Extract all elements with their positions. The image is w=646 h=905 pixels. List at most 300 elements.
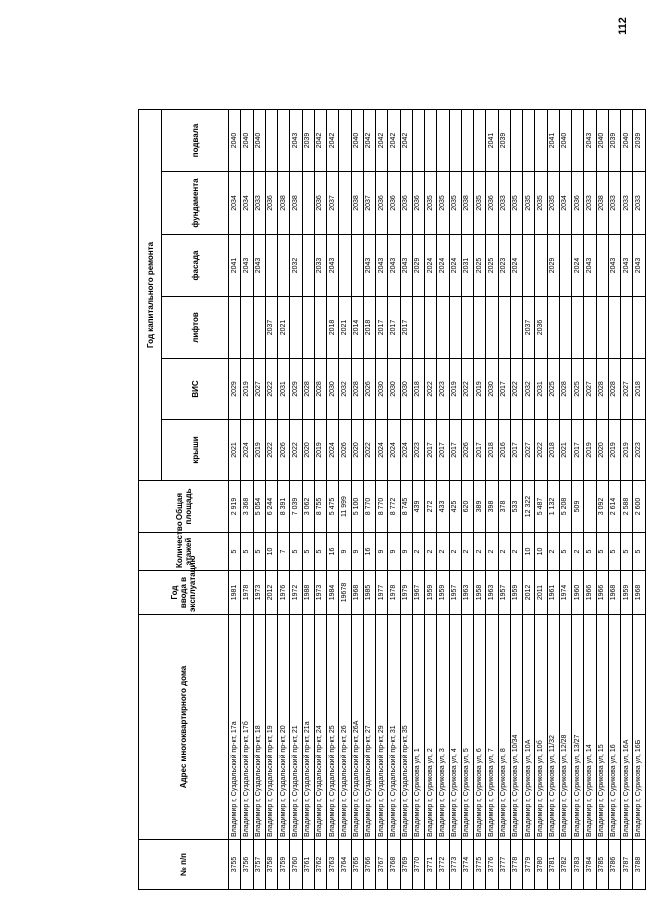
- cell-num: 3782: [559, 840, 571, 890]
- cell-roof: 2017: [572, 420, 584, 481]
- cell-facade: 2043: [400, 235, 412, 297]
- cell-num: 3776: [486, 840, 498, 890]
- cell-foundation: 2033: [633, 172, 646, 235]
- cell-floors: 7: [278, 533, 290, 571]
- cell-vis: 2025: [547, 359, 559, 420]
- cell-year: 1973: [253, 571, 265, 615]
- cell-area: 8 755: [314, 481, 326, 533]
- cell-foundation: 2037: [363, 172, 375, 235]
- cell-year: 1974: [559, 571, 571, 615]
- cell-basement: 2040: [229, 109, 241, 171]
- cell-floors: 5: [621, 533, 633, 571]
- cell-area: 3 368: [241, 481, 253, 533]
- cell-floors: 10: [265, 533, 277, 571]
- cell-foundation: 2036: [388, 172, 400, 235]
- header-area: Общая площадь: [139, 481, 229, 533]
- cell-basement: 2042: [327, 109, 339, 171]
- cell-year: 1973: [314, 571, 326, 615]
- cell-vis: 2028: [608, 359, 620, 420]
- header-vis: ВИС: [162, 359, 229, 420]
- cell-num: 3784: [584, 840, 596, 890]
- cell-area: 6 244: [265, 481, 277, 533]
- cell-elevators: [608, 297, 620, 359]
- table-row: [351, 109, 363, 889]
- cell-vis: 2026: [363, 359, 375, 420]
- cell-address: Владимир г, Суздальский пр-кт, 21: [290, 615, 302, 840]
- table-row: [302, 109, 314, 889]
- cell-year: 1977: [376, 571, 388, 615]
- cell-year: 1963: [461, 571, 473, 615]
- cell-vis: 2028: [596, 359, 608, 420]
- cell-floors: 16: [327, 533, 339, 571]
- cell-area: 509: [572, 481, 584, 533]
- table-row: [412, 109, 424, 889]
- cell-num: 3772: [437, 840, 449, 890]
- cell-year: 1979: [400, 571, 412, 615]
- cell-roof: 2023: [412, 420, 424, 481]
- cell-year: 1958: [474, 571, 486, 615]
- cell-address: Владимир г, Сурикова ул, 3: [437, 615, 449, 840]
- cell-foundation: 2033: [621, 172, 633, 235]
- cell-year: 1960: [572, 571, 584, 615]
- cell-vis: 2019: [241, 359, 253, 420]
- table-row: [523, 109, 535, 889]
- cell-num: 3773: [449, 840, 461, 890]
- cell-roof: 2017: [425, 420, 437, 481]
- cell-roof: 2017: [474, 420, 486, 481]
- cell-num: 3761: [302, 840, 314, 890]
- cell-vis: 2028: [314, 359, 326, 420]
- cell-area: 2 614: [608, 481, 620, 533]
- cell-address: Владимир г, Сурикова ул, 12/28: [559, 615, 571, 840]
- cell-vis: 2027: [253, 359, 265, 420]
- cell-elevators: [547, 297, 559, 359]
- cell-elevators: [510, 297, 522, 359]
- cell-floors: 5: [608, 533, 620, 571]
- cell-roof: 2016: [498, 420, 510, 481]
- cell-vis: 2018: [412, 359, 424, 420]
- cell-vis: 2028: [559, 359, 571, 420]
- cell-area: 398: [486, 481, 498, 533]
- cell-foundation: 2035: [449, 172, 461, 235]
- cell-vis: 2029: [229, 359, 241, 420]
- cell-address: Владимир г, Суздальский пр-кт, 29: [376, 615, 388, 840]
- cell-num: 3756: [241, 840, 253, 890]
- cell-floors: 16: [363, 533, 375, 571]
- cell-year: 2012: [265, 571, 277, 615]
- cell-foundation: 2038: [278, 172, 290, 235]
- cell-elevators: [412, 297, 424, 359]
- cell-year: 1959: [621, 571, 633, 615]
- cell-facade: [265, 235, 277, 297]
- cell-num: 3769: [400, 840, 412, 890]
- cell-facade: 2043: [388, 235, 400, 297]
- cell-facade: 2025: [486, 235, 498, 297]
- cell-basement: 2041: [486, 109, 498, 171]
- cell-basement: [425, 109, 437, 171]
- cell-basement: 2042: [363, 109, 375, 171]
- cell-elevators: 2017: [376, 297, 388, 359]
- cell-vis: 2030: [388, 359, 400, 420]
- cell-facade: 2043: [327, 235, 339, 297]
- cell-elevators: 2021: [278, 297, 290, 359]
- header-roof: крыши: [162, 420, 229, 481]
- cell-foundation: 2038: [351, 172, 363, 235]
- cell-roof: 2021: [559, 420, 571, 481]
- cell-roof: 2019: [621, 420, 633, 481]
- cell-area: 12 322: [523, 481, 535, 533]
- cell-floors: 2: [412, 533, 424, 571]
- cell-num: 3768: [388, 840, 400, 890]
- cell-facade: 2024: [572, 235, 584, 297]
- cell-vis: 2030: [327, 359, 339, 420]
- cell-year: 1966: [596, 571, 608, 615]
- cell-basement: [265, 109, 277, 171]
- cell-area: 5 487: [535, 481, 547, 533]
- cell-area: 2 919: [229, 481, 241, 533]
- cell-facade: 2023: [498, 235, 510, 297]
- cell-foundation: 2033: [498, 172, 510, 235]
- cell-roof: 2020: [351, 420, 363, 481]
- cell-year: 1981: [229, 571, 241, 615]
- cell-address: Владимир г, Суздальский пр-кт, 26А: [351, 615, 363, 840]
- table-row: [461, 109, 473, 889]
- table-row: [229, 109, 241, 889]
- cell-num: 3767: [376, 840, 388, 890]
- cell-area: 3 062: [302, 481, 314, 533]
- cell-year: 1984: [327, 571, 339, 615]
- cell-area: 5 054: [253, 481, 265, 533]
- cell-facade: [523, 235, 535, 297]
- cell-floors: 5: [302, 533, 314, 571]
- cell-foundation: 2037: [327, 172, 339, 235]
- cell-facade: 2024: [425, 235, 437, 297]
- cell-num: 3763: [327, 840, 339, 890]
- cell-address: Владимир г, Сурикова ул, 14: [584, 615, 596, 840]
- cell-year: 1976: [278, 571, 290, 615]
- cell-foundation: 2038: [290, 172, 302, 235]
- cell-floors: 5: [253, 533, 265, 571]
- cell-address: Владимир г, Сурикова ул, 13/27: [572, 615, 584, 840]
- cell-floors: 2: [510, 533, 522, 571]
- cell-area: 5 100: [351, 481, 363, 533]
- cell-foundation: [302, 172, 314, 235]
- table-row: [596, 109, 608, 889]
- cell-facade: 2029: [547, 235, 559, 297]
- cell-foundation: 2036: [314, 172, 326, 235]
- cell-year: 1968: [633, 571, 646, 615]
- cell-facade: 2024: [449, 235, 461, 297]
- cell-basement: 2039: [608, 109, 620, 171]
- cell-elevators: [621, 297, 633, 359]
- cell-facade: 2031: [461, 235, 473, 297]
- cell-facade: 2043: [363, 235, 375, 297]
- cell-foundation: 2036: [412, 172, 424, 235]
- cell-area: 2 588: [621, 481, 633, 533]
- cell-year: 1961: [547, 571, 559, 615]
- cell-facade: 2029: [412, 235, 424, 297]
- table-row: [608, 109, 620, 889]
- cell-facade: 2043: [241, 235, 253, 297]
- cell-num: 3758: [265, 840, 277, 890]
- cell-foundation: 2036: [486, 172, 498, 235]
- cell-address: Владимир г, Сурикова ул, 7: [486, 615, 498, 840]
- cell-floors: 5: [241, 533, 253, 571]
- cell-basement: 2043: [290, 109, 302, 171]
- table-row: [633, 109, 646, 889]
- table-row: [400, 109, 412, 889]
- table-row: [265, 109, 277, 889]
- cell-vis: 2022: [265, 359, 277, 420]
- cell-basement: 2039: [633, 109, 646, 171]
- cell-foundation: 2036: [265, 172, 277, 235]
- cell-floors: 5: [314, 533, 326, 571]
- table-row: [474, 109, 486, 889]
- cell-year: 1967: [412, 571, 424, 615]
- cell-floors: 2: [572, 533, 584, 571]
- cell-year: 1968: [608, 571, 620, 615]
- cell-vis: 2017: [498, 359, 510, 420]
- cell-roof: 2020: [302, 420, 314, 481]
- cell-foundation: 2033: [253, 172, 265, 235]
- header-num: № п/п: [139, 840, 229, 890]
- header-year-built: Год ввода в эксплуатацию: [139, 571, 229, 615]
- cell-facade: 2024: [437, 235, 449, 297]
- cell-foundation: 2033: [584, 172, 596, 235]
- cell-elevators: [425, 297, 437, 359]
- cell-foundation: 2034: [229, 172, 241, 235]
- cell-roof: 2026: [339, 420, 351, 481]
- cell-address: Владимир г, Сурикова ул, 4: [449, 615, 461, 840]
- cell-foundation: 2035: [425, 172, 437, 235]
- cell-foundation: 2035: [437, 172, 449, 235]
- table-row: [510, 109, 522, 889]
- cell-floors: 2: [547, 533, 559, 571]
- header-elevators: лифтов: [162, 297, 229, 359]
- cell-year: 1978: [241, 571, 253, 615]
- cell-floors: 2: [425, 533, 437, 571]
- cell-foundation: [339, 172, 351, 235]
- cell-vis: 2028: [302, 359, 314, 420]
- cell-roof: 2017: [437, 420, 449, 481]
- cell-num: 3783: [572, 840, 584, 890]
- cell-elevators: 2018: [363, 297, 375, 359]
- cell-vis: 2028: [351, 359, 363, 420]
- cell-elevators: 2037: [265, 297, 277, 359]
- cell-elevators: [314, 297, 326, 359]
- cell-floors: 9: [376, 533, 388, 571]
- cell-num: 3760: [290, 840, 302, 890]
- cell-roof: 2022: [265, 420, 277, 481]
- cell-facade: 2024: [510, 235, 522, 297]
- cell-num: 3785: [596, 840, 608, 890]
- cell-num: 3775: [474, 840, 486, 890]
- cell-year: 1972: [290, 571, 302, 615]
- cell-roof: 2019: [584, 420, 596, 481]
- cell-floors: 10: [535, 533, 547, 571]
- table-row: [376, 109, 388, 889]
- table-row: [547, 109, 559, 889]
- cell-address: Владимир г, Сурикова ул, 16А: [621, 615, 633, 840]
- cell-floors: 9: [339, 533, 351, 571]
- cell-roof: 2018: [547, 420, 559, 481]
- cell-basement: [535, 109, 547, 171]
- cell-basement: 2042: [314, 109, 326, 171]
- cell-address: Владимир г, Суздальский пр-кт, 35: [400, 615, 412, 840]
- cell-roof: 2019: [314, 420, 326, 481]
- cell-elevators: [437, 297, 449, 359]
- cell-facade: [302, 235, 314, 297]
- cell-year: 2011: [535, 571, 547, 615]
- cell-floors: 2: [449, 533, 461, 571]
- cell-area: 389: [474, 481, 486, 533]
- cell-roof: 2024: [241, 420, 253, 481]
- cell-area: 5 208: [559, 481, 571, 533]
- cell-elevators: 2018: [327, 297, 339, 359]
- cell-facade: [351, 235, 363, 297]
- cell-elevators: [241, 297, 253, 359]
- cell-year: 1963: [486, 571, 498, 615]
- cell-area: 8 745: [400, 481, 412, 533]
- cell-address: Владимир г, Суздальский пр-кт, 27: [363, 615, 375, 840]
- cell-year: 1957: [449, 571, 461, 615]
- cell-basement: 2040: [559, 109, 571, 171]
- cell-address: Владимир г, Сурикова ул, 10б: [535, 615, 547, 840]
- cell-floors: 9: [400, 533, 412, 571]
- cell-num: 3788: [633, 840, 646, 890]
- cell-address: Владимир г, Суздальский пр-кт, 31: [388, 615, 400, 840]
- table-row: [363, 109, 375, 889]
- cell-num: 3757: [253, 840, 265, 890]
- cell-roof: 2019: [608, 420, 620, 481]
- cell-area: 8 391: [278, 481, 290, 533]
- cell-num: 3770: [412, 840, 424, 890]
- cell-roof: 2019: [253, 420, 265, 481]
- cell-elevators: [486, 297, 498, 359]
- cell-elevators: 2014: [351, 297, 363, 359]
- table-row: [388, 109, 400, 889]
- cell-num: 3779: [523, 840, 535, 890]
- cell-roof: 2022: [290, 420, 302, 481]
- cell-address: Владимир г, Суздальский пр-кт, 21а: [302, 615, 314, 840]
- cell-area: 8 772: [388, 481, 400, 533]
- cell-floors: 5: [596, 533, 608, 571]
- cell-floors: 5: [229, 533, 241, 571]
- cell-basement: 2040: [621, 109, 633, 171]
- cell-vis: 2030: [486, 359, 498, 420]
- table-row: [498, 109, 510, 889]
- cell-address: Владимир г, Сурикова ул, 8: [498, 615, 510, 840]
- cell-floors: 2: [498, 533, 510, 571]
- header-basement: подвала: [162, 109, 229, 171]
- cell-elevators: [596, 297, 608, 359]
- header-row-1: [139, 109, 162, 889]
- cell-elevators: [633, 297, 646, 359]
- cell-num: 3781: [547, 840, 559, 890]
- cell-year: 1959: [437, 571, 449, 615]
- cell-floors: 2: [486, 533, 498, 571]
- table-body: [229, 109, 646, 889]
- cell-num: 3765: [351, 840, 363, 890]
- cell-basement: [474, 109, 486, 171]
- cell-roof: 2021: [229, 420, 241, 481]
- cell-foundation: 2035: [523, 172, 535, 235]
- cell-facade: 2025: [474, 235, 486, 297]
- cell-num: 3786: [608, 840, 620, 890]
- table-row: [584, 109, 596, 889]
- header-facade: фасада: [162, 235, 229, 297]
- table-row: [314, 109, 326, 889]
- repair-table-container: [138, 110, 646, 890]
- cell-foundation: 2036: [376, 172, 388, 235]
- cell-foundation: 2035: [535, 172, 547, 235]
- cell-vis: 2032: [523, 359, 535, 420]
- cell-foundation: 2035: [547, 172, 559, 235]
- cell-year: 1978: [388, 571, 400, 615]
- cell-floors: 2: [437, 533, 449, 571]
- cell-vis: 2031: [535, 359, 547, 420]
- cell-basement: 2042: [388, 109, 400, 171]
- cell-facade: 2043: [621, 235, 633, 297]
- cell-basement: [572, 109, 584, 171]
- page-number: 112: [617, 17, 630, 35]
- table-row: [339, 109, 351, 889]
- cell-elevators: [474, 297, 486, 359]
- cell-basement: [523, 109, 535, 171]
- cell-vis: 2018: [633, 359, 646, 420]
- cell-area: 1 132: [547, 481, 559, 533]
- cell-num: 3759: [278, 840, 290, 890]
- cell-year: 2012: [523, 571, 535, 615]
- cell-foundation: 2033: [608, 172, 620, 235]
- cell-vis: 2031: [278, 359, 290, 420]
- table-row: [241, 109, 253, 889]
- cell-vis: 2027: [584, 359, 596, 420]
- cell-address: Владимир г, Сурикова ул, 10/34: [510, 615, 522, 840]
- cell-roof: 2026: [278, 420, 290, 481]
- cell-floors: 5: [559, 533, 571, 571]
- cell-address: Владимир г, Суздальский пр-кт, 20: [278, 615, 290, 840]
- cell-area: 425: [449, 481, 461, 533]
- cell-area: 439: [412, 481, 424, 533]
- table-row: [425, 109, 437, 889]
- table-row: [290, 109, 302, 889]
- cell-floors: 5: [584, 533, 596, 571]
- cell-vis: 2022: [510, 359, 522, 420]
- cell-vis: 2023: [437, 359, 449, 420]
- cell-area: 5 475: [327, 481, 339, 533]
- cell-elevators: [498, 297, 510, 359]
- cell-floors: 5: [290, 533, 302, 571]
- cell-roof: 2024: [376, 420, 388, 481]
- cell-address: Владимир г, Сурикова ул, 15: [596, 615, 608, 840]
- cell-roof: 2026: [461, 420, 473, 481]
- cell-area: 11 999: [339, 481, 351, 533]
- cell-address: Владимир г, Суздальский пр-кт, 19: [265, 615, 277, 840]
- cell-foundation: 2036: [400, 172, 412, 235]
- cell-elevators: [229, 297, 241, 359]
- cell-vis: 2022: [425, 359, 437, 420]
- cell-address: Владимир г, Сурикова ул, 10А: [523, 615, 535, 840]
- cell-area: 8 770: [363, 481, 375, 533]
- cell-roof: 2027: [523, 420, 535, 481]
- cell-foundation: 2035: [510, 172, 522, 235]
- cell-year: 1959: [510, 571, 522, 615]
- cell-year: 1985: [363, 571, 375, 615]
- cell-basement: 2039: [498, 109, 510, 171]
- cell-area: 378: [498, 481, 510, 533]
- cell-address: Владимир г, Суздальский пр-кт, 18: [253, 615, 265, 840]
